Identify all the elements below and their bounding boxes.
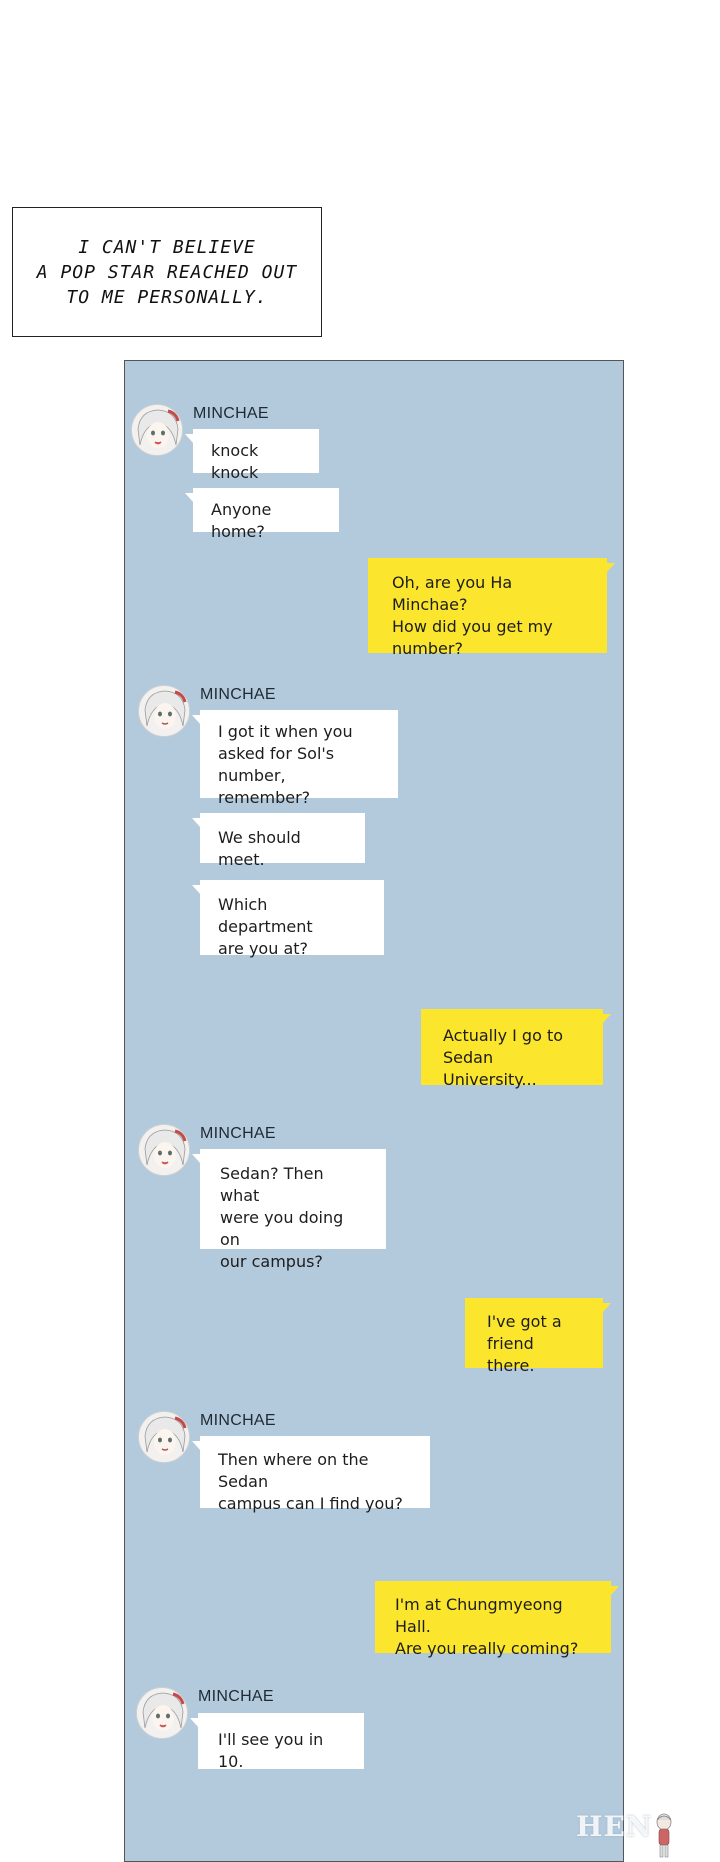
incoming-bubble: We should meet.: [200, 813, 365, 863]
minchae-avatar-icon: [136, 1687, 188, 1739]
mascot-icon: [650, 1812, 678, 1860]
minchae-avatar-icon: [138, 1124, 190, 1176]
sender-name: MINCHAE: [200, 1412, 276, 1429]
incoming-bubble: I got it when you asked for Sol's number, remember?: [200, 710, 398, 798]
incoming-bubble: Then where on the Sedan campus can I find you?: [200, 1436, 430, 1508]
incoming-bubble: Sedan? Then what were you doing on our campus?: [200, 1149, 386, 1249]
sender-name: MINCHAE: [193, 405, 269, 422]
sender-name: MINCHAE: [200, 686, 276, 703]
sender-name: MINCHAE: [200, 1125, 276, 1142]
outgoing-bubble: I've got a friend there.: [465, 1298, 603, 1368]
caption-box: [12, 207, 322, 337]
incoming-bubble: Which department are you at?: [200, 880, 384, 955]
minchae-avatar-icon: [138, 685, 190, 737]
minchae-avatar-icon: [131, 404, 183, 456]
outgoing-bubble: I'm at Chungmyeong Hall. Are you really coming?: [375, 1581, 611, 1653]
caption-text: I CAN'T BELIEVE A POP STAR REACHED OUT TO ME PERSONALLY.: [36, 236, 298, 308]
watermark-logo: HEN: [576, 1810, 653, 1843]
minchae-avatar-icon: [138, 1411, 190, 1463]
chat-panel: [124, 360, 624, 1862]
incoming-bubble: I'll see you in 10.: [198, 1713, 364, 1769]
incoming-bubble: Anyone home?: [193, 488, 339, 532]
sender-name: MINCHAE: [198, 1688, 274, 1705]
incoming-bubble: knock knock: [193, 429, 319, 473]
outgoing-bubble: Actually I go to Sedan University...: [421, 1009, 603, 1085]
outgoing-bubble: Oh, are you Ha Minchae? How did you get my number?: [368, 558, 607, 653]
